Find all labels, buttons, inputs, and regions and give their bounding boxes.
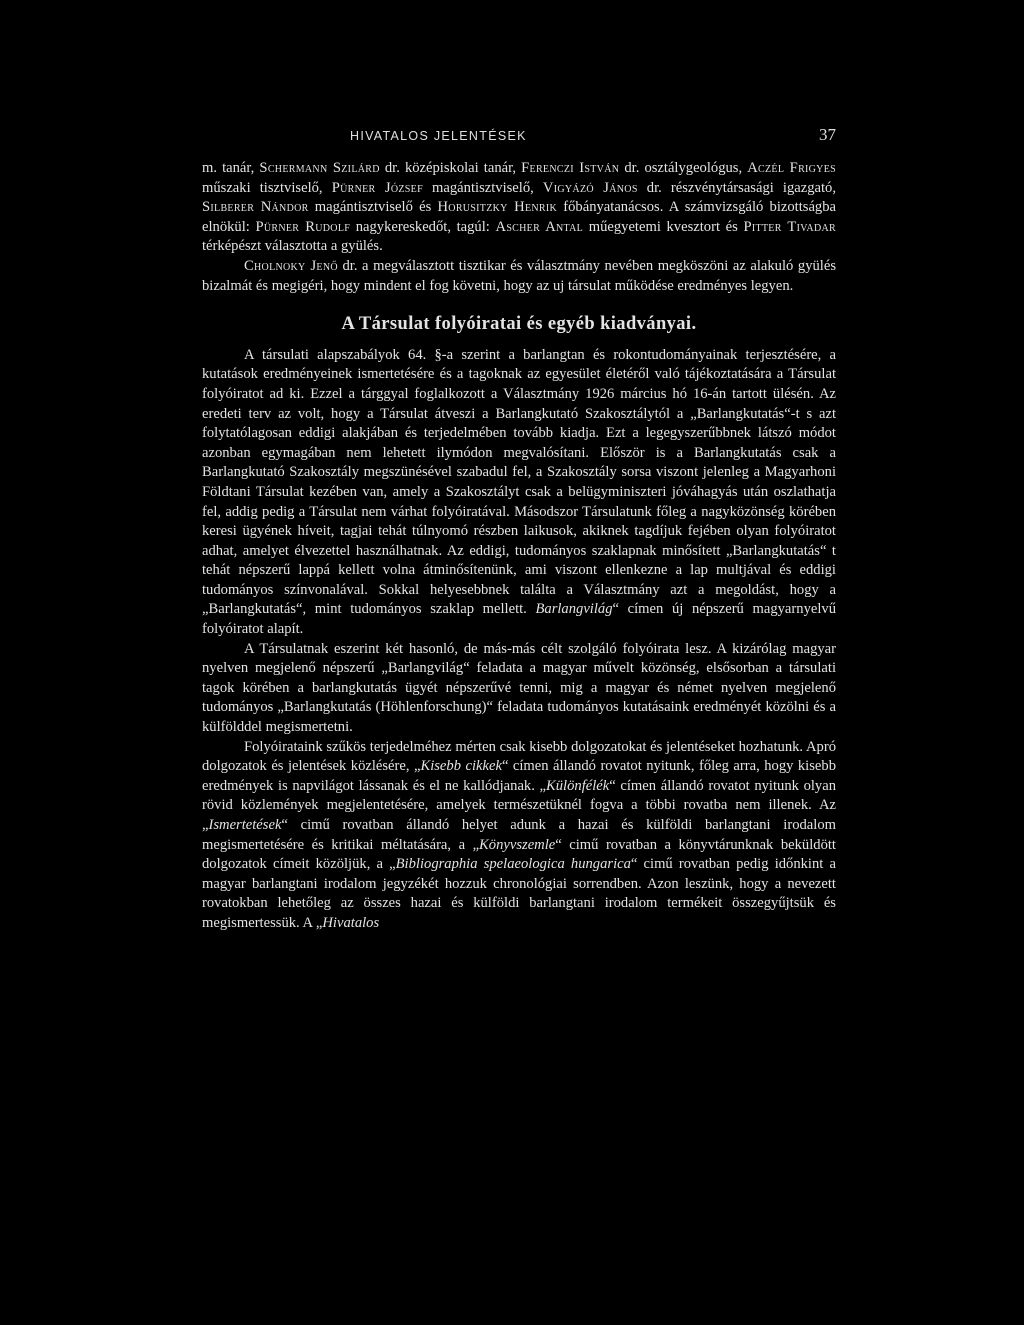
text-run: nagykereskedőt, tagúl: [350, 218, 496, 235]
text-run: “ címen állandó rovatot nyitunk, főleg arra, hogy kisebb eredmények is napvilágot lássanak és el ne kallódjanak. „ [202, 758, 836, 794]
text-run: térképészt választotta a gyülés. [202, 238, 383, 255]
running-header [202, 125, 836, 148]
text-run: A társulati alapszabályok 64. §-a szerint a barlangtan és rokontudományainak terjesztésére, a kutatások eredményeinek ismertetésére és a tagoknak az egyesület életéről való tájékoztatására a Társulat folyóiratot ad ki. Ezzel a tárggyal foglalkozott a Választmány 1926 március hó 16-án tartott ülésén. Az eredeti terv az volt, hogy a Társulat átveszi a Barlangkutató Szakosztálytól a „Barlangkutatás“-t s azt folytatólagosan eddigi alakjában és terjedelmében tovább kiadja. Ezt a legegyszerűbbnek látszó módot azonban egymagában nem lehetett ilymódon megvalósítani. Először is a Barlangkutatás csak a Barlangkutató Szakosztály megszünésével szabadul fel, a Szakosztály sorsa viszont jelenleg a Magyarhoni Földtani Társulat kezében van, amely a Szakosztályt csak a belügyminiszteri jóváhagyás után oszlathatja fel, addig pedig a Társulat nem várhat folyóiratával. Másodszor Társulatunk főleg a nagyközönség körében keresi ügyének híveit, tagjai tehát túlnyomó részben laikusok, akiknek tagdíjuk fejében olyan folyóiratot adhat, amelyet élvezettel használhatnak. Az eddigi, tudományos szaklapnak minősített „Barlangkutatás“ t tehát népszerű lappá kellett volna átminősítenünk, ami viszont ellenkezne a lap multjával és eddigi tudományos színvonalával. Sokkal helyesebbnek találta a Választmány azt a megoldást, hogy a „Barlangkutatás“, mint tudományos szaklap mellett. [202, 346, 836, 618]
section-heading: A Társulat folyóiratai és egyéb kiadványai. [341, 314, 697, 335]
italic-term: Bibliographia spelaeologica hungarica [395, 856, 631, 873]
text-run: magántisztviselő és [308, 199, 438, 216]
italic-term: Ismertetések [208, 817, 282, 833]
text-run: “ címen új népszerű magyarnyelvű folyóiratot alapít. [202, 601, 836, 638]
person-name: Pürner József [331, 179, 423, 196]
paragraph [202, 159, 836, 257]
text-run: m. tanár, [202, 160, 260, 176]
person-name: Vigyázó János [542, 179, 638, 196]
italic-term: Különfélék [546, 777, 610, 794]
running-title: HIVATALOS JELENTÉSEK [350, 129, 527, 143]
text-run: “ cimű rovatban állandó helyet adunk a hazai és külföldi barlangtani irodalom megismertetésére és kritikai méltatására, a „ [202, 817, 836, 853]
paragraph [202, 640, 836, 738]
text-run: “ címen állandó rovatot nyitunk olyan rövid közlemények megjelentetésére, amelyek természetüknél fogva a többi rovatba nem illenek. Az „ [202, 777, 836, 833]
italic-term: Barlangvilág [535, 601, 613, 618]
person-name: Horusitzky Henrik [437, 199, 558, 216]
text-run: magántisztviselő, [422, 179, 543, 196]
person-name: Ascher Antal [495, 218, 584, 235]
text-run: “ cimű rovatban pedig időnkint a magyar barlangtani irodalom jegyzékét hozzuk chronológiai sorrendben. Azon leszünk, hogy a nevezett rovatokban lehetőleg az összes hazai és külföldi barlangtani irodalom termékeit összegyűjtsük és megismertessük. A „ [202, 856, 836, 931]
text-run: Folyóirataink szűkös terjedelméhez mérten csak kisebb dolgozatokat és jelentéseket hozhatunk. Apró dolgozatok és jelentések közlésére, „ [202, 738, 836, 775]
body-text [202, 159, 836, 934]
italic-term: Kisebb cikkek [420, 758, 502, 775]
text-run: “ cimű rovatban a könyvtárunknak beküldött dolgozatok címeit közöljük, a „ [202, 836, 836, 873]
paragraph [202, 257, 836, 296]
text-run: főbányatanácsos. A számvizsgáló bizottságba elnökül: [202, 199, 836, 235]
person-name: Cholnoky Jenő [244, 257, 338, 274]
person-name: Pitter Tivadar [743, 218, 836, 235]
person-name: Ferenczi István [521, 160, 620, 176]
text-run: A Társulatnak eszerint két hasonló, de más-más célt szolgáló folyóirata lesz. A kizárólag magyar nyelven megjelenő népszerű „Barlangvilág“ feladata a magyar művelt közönség, elsősorban a társulati tagok körében a barlangkutatás ügyét népszerűvé tenni, mig a magyar és német nyelven megjelenő tudományos „Barlangkutatás (Höhlenforschung)“ feladata tudományos kutatásaink eredményét közölni és a külfölddel megismertetni. [202, 640, 836, 736]
text-run: műegyetemi kvesztort és [583, 218, 744, 235]
paragraph [202, 346, 836, 640]
text-run: dr. a megválasztott tisztikar és választmány nevében megköszöni az alakuló gyülés bizalmát és megigéri, hogy mindent el fog követni, hogy az uj társulat működése eredményes legyen. [202, 257, 837, 294]
paragraph [202, 738, 836, 934]
italic-term: Hivatalos [322, 914, 380, 931]
text-run: dr. részvénytársasági igazgató, [637, 179, 837, 196]
text-run: dr. osztálygeológus, [619, 160, 748, 176]
text-run: műszaki tisztviselő, [202, 179, 332, 196]
person-name: Aczél Frigyes [747, 160, 836, 176]
italic-term: Könyvszemle [479, 836, 556, 853]
person-name: Silberer Nándor [202, 199, 309, 216]
person-name: Pürner Rudolf [255, 218, 351, 235]
page-number: 37 [819, 125, 836, 144]
person-name: Schermann Szilárd [259, 160, 380, 176]
text-run: dr. középiskolai tanár, [379, 160, 522, 176]
